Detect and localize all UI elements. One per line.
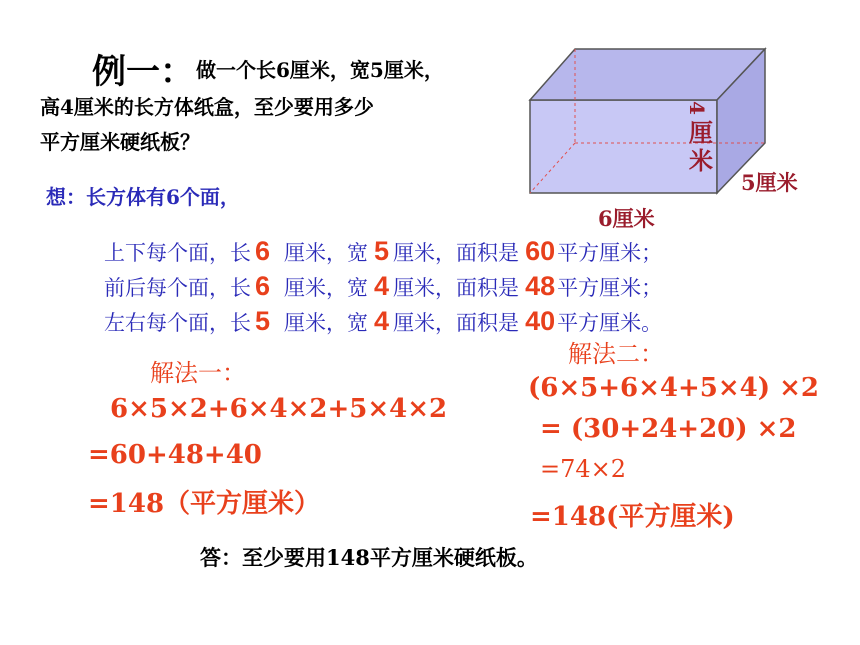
row-mid: 厘米，宽 bbox=[284, 276, 369, 300]
row-mid2: 厘米，面积是 bbox=[393, 311, 520, 335]
solution2-step2: = (30+24+20) ×2 bbox=[540, 414, 797, 444]
row-area: 48 bbox=[525, 271, 556, 301]
solution2-step4: =148(平方厘米) bbox=[530, 502, 735, 532]
height-label-unit-1: 厘 bbox=[689, 118, 713, 147]
think-row bbox=[104, 271, 662, 302]
row-prefix: 左右每个面，长 bbox=[104, 311, 251, 335]
question-line-1: 做一个长6厘米，宽5厘米， bbox=[196, 58, 444, 82]
height-label-number: 4 bbox=[684, 101, 709, 115]
row-mid2: 厘米，面积是 bbox=[393, 241, 520, 265]
example-label: 例一： bbox=[92, 52, 194, 92]
row-length: 6 bbox=[255, 236, 271, 266]
row-length: 5 bbox=[255, 306, 271, 336]
row-prefix: 前后每个面，长 bbox=[104, 276, 251, 300]
think-intro: 想：长方体有6个面， bbox=[46, 185, 240, 209]
row-suffix: 平方厘米； bbox=[557, 276, 663, 300]
row-length: 6 bbox=[255, 271, 271, 301]
row-area: 60 bbox=[525, 236, 556, 266]
solution2-step1: (6×5+6×4+5×4) ×2 bbox=[528, 373, 820, 403]
width-label: 5厘米 bbox=[741, 170, 798, 195]
row-width: 5 bbox=[374, 236, 390, 266]
row-prefix: 上下每个面，长 bbox=[104, 241, 251, 265]
solution1-step1: 6×5×2+6×4×2+5×4×2 bbox=[110, 394, 448, 424]
solution1-title: 解法一： bbox=[150, 359, 246, 387]
solution1-step2: =60+48+40 bbox=[88, 440, 262, 470]
answer-text: 答：至少要用148平方厘米硬纸板。 bbox=[200, 545, 538, 570]
row-width: 4 bbox=[374, 271, 390, 301]
row-width: 4 bbox=[374, 306, 390, 336]
solution2-step3: =74×2 bbox=[540, 455, 627, 483]
solution1-step3: =148（平方厘米） bbox=[88, 489, 321, 519]
row-mid2: 厘米，面积是 bbox=[393, 276, 520, 300]
think-row bbox=[104, 306, 662, 337]
length-label: 6厘米 bbox=[598, 206, 655, 231]
row-suffix: 平方厘米； bbox=[557, 241, 663, 265]
solution2-title: 解法二： bbox=[568, 340, 664, 368]
row-suffix: 平方厘米。 bbox=[557, 311, 663, 335]
row-mid: 厘米，宽 bbox=[284, 311, 369, 335]
question-line-2: 高4厘米的长方体纸盒，至少要用多少 bbox=[40, 95, 374, 119]
row-area: 40 bbox=[525, 306, 556, 336]
row-mid: 厘米，宽 bbox=[284, 241, 369, 265]
question-line-3: 平方厘米硬纸板？ bbox=[40, 130, 200, 154]
think-row bbox=[104, 236, 662, 267]
height-label-unit-2: 米 bbox=[689, 146, 713, 175]
